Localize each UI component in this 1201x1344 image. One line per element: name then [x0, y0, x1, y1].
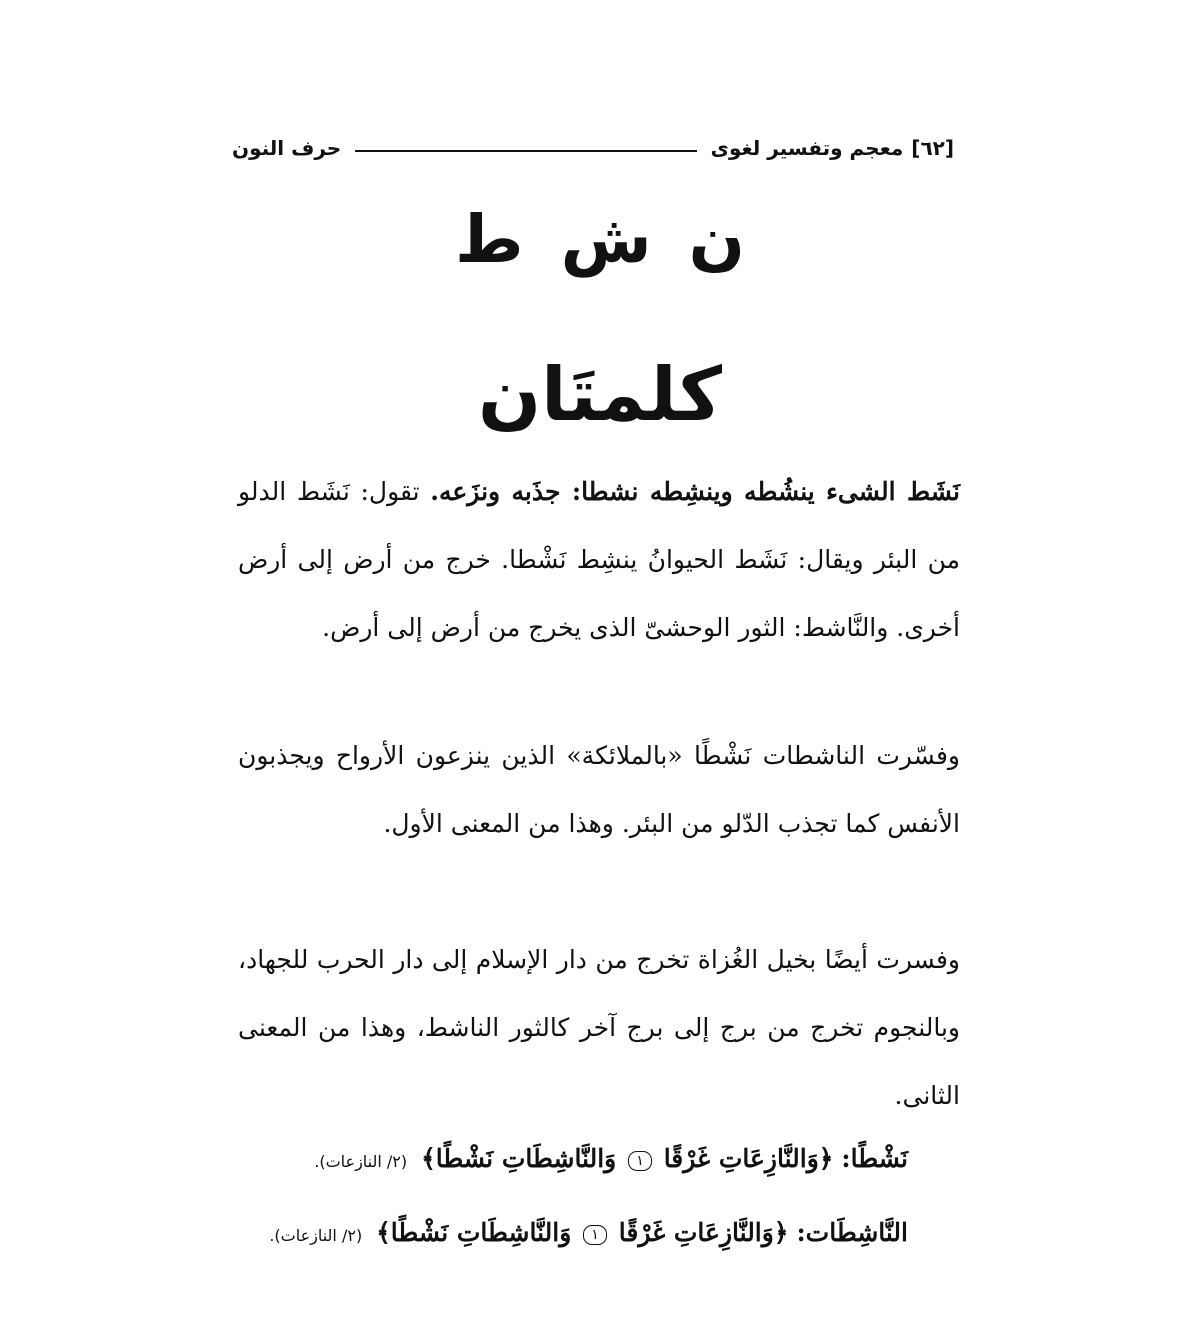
- verse-citation-2: [238, 1208, 908, 1258]
- paragraph-2: [238, 722, 960, 858]
- paragraph-3: [238, 926, 960, 1130]
- ayah-number-badge: ١: [628, 1151, 652, 1171]
- verse-reference: (٢/ النازعات).: [314, 1152, 408, 1171]
- paragraph-1: [238, 458, 960, 662]
- paragraph-text: وفسّرت الناشطات نَشْطًا «بالملائكة» الذين ينزعون الأرواح ويجذبون الأنفس كما تجذب الدّلو من البئر. وهذا من المعنى الأول.: [238, 741, 961, 838]
- verse-reference: (٢/ النازعات).: [269, 1226, 363, 1245]
- verse-text-part1: ﴿وَالنَّازِعَاتِ غَرْقًا: [618, 1218, 789, 1247]
- verse-citation-1: [238, 1134, 908, 1184]
- verse-text-part2: وَالنَّاشِطَاتِ نَشْطًا﴾: [376, 1218, 572, 1247]
- root-letters-heading: ن ش ط: [455, 201, 745, 278]
- book-title: معجم وتفسير لغوى: [710, 136, 904, 160]
- ayah-number-badge: ١: [583, 1225, 607, 1245]
- chapter-title: حرف النون: [232, 136, 342, 160]
- verse-text-part1: ﴿وَالنَّازِعَاتِ غَرْقًا: [663, 1144, 834, 1173]
- paragraph-text: تقول: نَشَط الدلو من البئر ويقال: نَشَط الحيوانُ ينشِط نَشْطا. خرج من أرض إلى أرض أخرى. والنَّاشط: الثور الوحشىّ الذى يخرج من أرض إلى أرض.: [238, 477, 960, 642]
- running-header: [232, 128, 954, 168]
- verse-headword: نَشْطًا:: [841, 1144, 908, 1173]
- section-subtitle: كلمتَان: [477, 352, 722, 438]
- header-rule: [355, 150, 696, 152]
- paragraph-text: وفسرت أيضًا بخيل الغُزاة تخرج من دار الإسلام إلى دار الحرب للجهاد، وبالنجوم تخرج من برج إلى برج آخر كالثور الناشط، وهذا من المعنى الثانى.: [238, 945, 961, 1110]
- verse-headword: النَّاشِطَات:: [796, 1218, 908, 1247]
- page-number: [٦٢]: [911, 136, 954, 160]
- paragraph-lead: نَشَط الشىء ينشُطه وينشِطه نشطا: جذَبه ونزَعه.: [430, 477, 961, 506]
- verse-text-part2: وَالنَّاشِطَاتِ نَشْطًا﴾: [421, 1144, 617, 1173]
